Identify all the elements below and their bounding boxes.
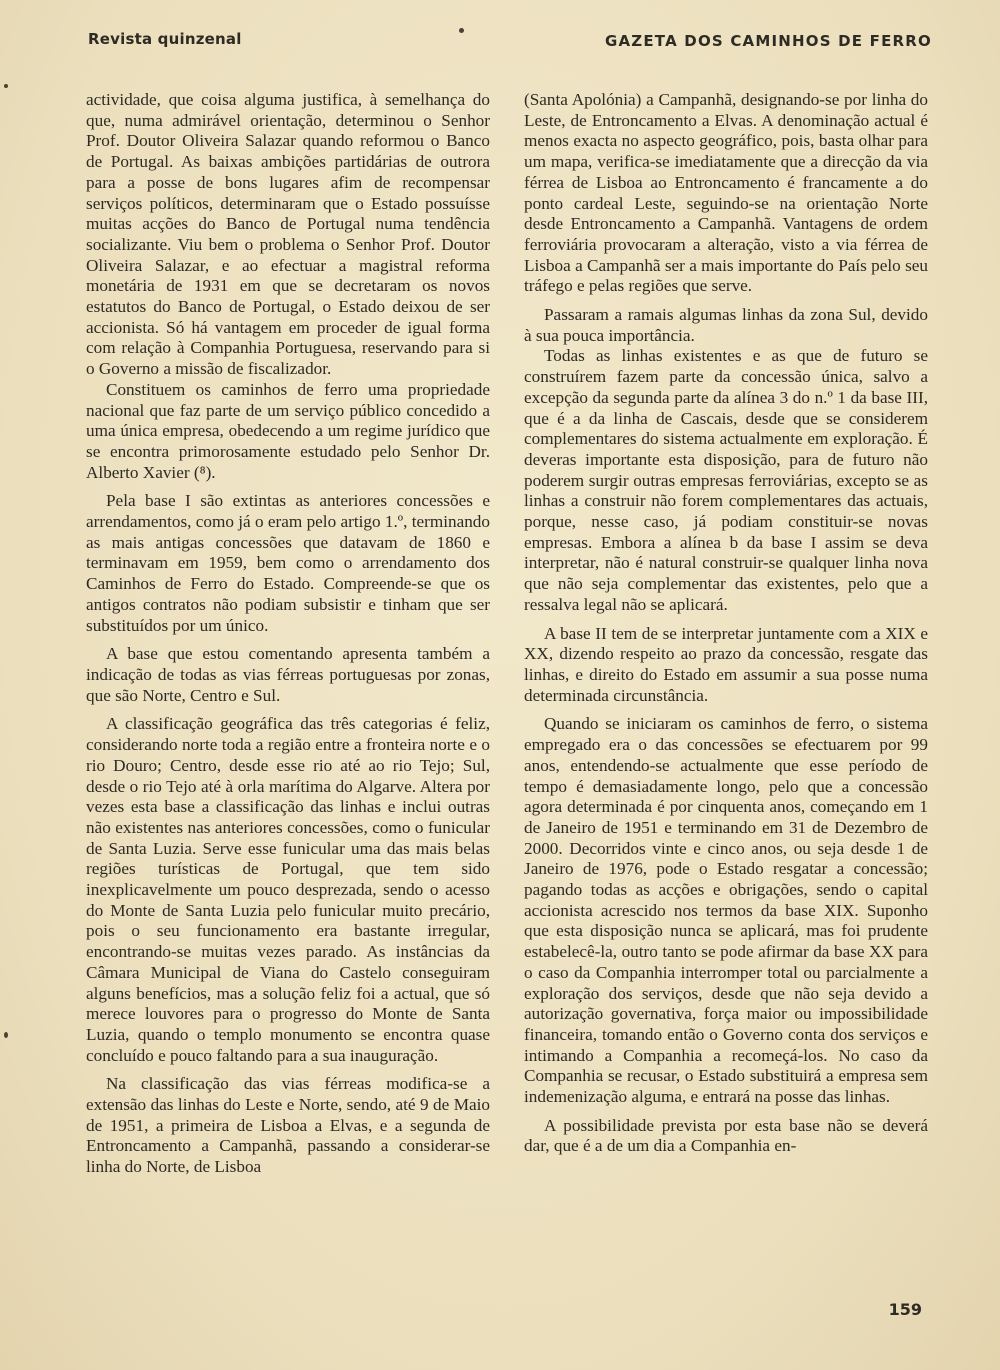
paragraph: A base que estou comentando apresenta também a indicação de todas as vias férreas portuguesas por zonas, que são Norte, Centro e Sul. (86, 644, 490, 705)
paragraph: Pela base I são extintas as anteriores concessões e arrendamentos, como já o eram pelo artigo 1.º, terminando as mais antigas concessões que datavam de 1860 e terminavam em 1959, bem como o arrendamento dos Caminhos de Ferro do Estado. Compreende-se que os antigos contratos não podiam subsistir e tinham que ser substituídos por um único. (86, 491, 490, 635)
running-head-left: Revista quinzenal (88, 30, 242, 48)
paragraph: Todas as linhas existentes e as que de futuro se construírem fazem parte da concessão única, salvo a excepção da segunda parte da alínea 3 do n.º 1 da base III, que é a da linha de Cascais, desde que se considerem complementares do sistema actualmente em exploração. É deveras importante esta disposição, para de futuro não poderem surgir outras empresas ferroviárias, excepto se as linhas a construir não forem complementares das actuais, porque, nesse caso, já podiam constituir-se novas empresas. Embora a alínea b da base I assim se deva interpretar, não é natural construir-se qualquer linha nova que não seja complementar das existentes, pelo que a ressalva legal não se aplicará. (524, 346, 928, 614)
page-number: 159 (888, 1300, 922, 1319)
left-column (86, 90, 490, 1178)
paragraph: Quando se iniciaram os caminhos de ferro, o sistema empregado era o das concessões se efectuarem por 99 anos, entendendo-se actualmente que esse período de tempo é demasiadamente longo, pelo que a concessão agora determinada é por cinquenta anos, começando em 1 de Janeiro de 1951 e terminando em 31 de Dezembro de 2000. Decorridos vinte e cinco anos, ou seja desde 1 de Janeiro de 1976, pode o Estado resgatar a concessão; pagando todas as acções e obrigações, sendo o capital accionista acrescido nos termos da base XIX. Suponho que esta disposição nunca se aplicará, mas foi prudente estabelecê-la, outro tanto se pode afirmar da base XX para o caso da Companhia interromper total ou parcialmente a exploração dos serviços, desde que não seja devido a autorização governativa, força maior ou impossibilidade financeira, tomando então o Governo conta dos serviços e intimando a Companhia a recomeçá-los. No caso da Companhia se recusar, o Estado substituirá a empresa sem indemenização alguma, e entrará na posse das linhas. (524, 714, 928, 1107)
right-column (524, 90, 928, 1157)
paragraph: A base II tem de se interpretar juntamente com a XIX e XX, dizendo respeito ao prazo da concessão, resgate das linhas, e direito do Estado em assumir a sua posse numa determinada circunstância. (524, 623, 928, 705)
paragraph: Constituem os caminhos de ferro uma propriedade nacional que faz parte de um serviço público concedido a uma única empresa, obedecendo a um regime jurídico que se encontra primorosamente estudado pelo Senhor Dr. Alberto Xavier (⁸). (86, 379, 490, 482)
ink-spot (459, 28, 464, 33)
paragraph: Na classificação das vias férreas modifica-se a extensão das linhas do Leste e Norte, sendo, até 9 de Maio de 1951, a primeira de Lisboa a Elvas, e a segunda de Entroncamento a Campanhã, passando a considerar-se linha do Norte, de Lisboa (86, 1074, 490, 1177)
ink-spot (4, 84, 8, 88)
paragraph: actividade, que coisa alguma justifica, à semelhança do que, numa admirável orientação, determinou o Senhor Prof. Doutor Oliveira Salazar quando reformou o Banco de Portugal. As baixas ambições partidárias de outrora para a posse de bons lugares afim de recompensar serviços políticos, determinaram que o Estado possuísse muitas acções do Banco de Portugal numa tendência socializante. Viu bem o problema o Senhor Prof. Doutor Oliveira Salazar, e ao efectuar a magistral reforma monetária de 1931 em que se decretaram os novos estatutos do Banco de Portugal, o Estado deixou de ser accionista. Só há vantagem em proceder de igual forma com relação à Companhia Portuguesa, reservando para si o Governo a missão de fiscalizador. (86, 90, 490, 379)
paragraph: (Santa Apolónia) a Campanhã, designando-se por linha do Leste, de Entroncamento a Elvas. A denominação actual é menos exacta no aspecto geográfico, pois, basta olhar para um mapa, verifica-se imediatamente que a direcção da via férrea de Lisboa ao Entroncamento é francamente a do ponto cardeal Leste, seguindo-se na orientação Norte desde Entroncamento a Campanhã. Vantagens de ordem ferroviária provocaram a alteração, visto a via férrea de Lisboa a Campanhã ser a mais importante do País pelo seu tráfego e pelas regiões que serve. (524, 90, 928, 296)
ink-spot (4, 1032, 8, 1038)
running-head-right: GAZETA DOS CAMINHOS DE FERRO (604, 32, 932, 50)
paragraph: Passaram a ramais algumas linhas da zona Sul, devido à sua pouca importância. (524, 305, 928, 345)
paragraph: A classificação geográfica das três categorias é feliz, considerando norte toda a região entre a fronteira norte e o rio Douro; Centro, desde esse rio até ao rio Tejo; Sul, desde o rio Tejo até à orla marítima do Algarve. Altera por vezes esta base a classificação das linhas e inclui outras não existentes nas anteriores concessões, como o funicular de Santa Luzia. Serve esse funicular uma das mais belas regiões turísticas de Portugal, que tem sido inexplicavelmente um pouco desprezada, sendo o acesso do Monte de Santa Luzia pelo funicular muito precário, pois o seu funcionamento era bastante irregular, encontrando-se muitas vezes parado. As instâncias da Câmara Municipal de Viana do Castelo conseguiram alguns benefícios, mas a solução feliz foi a actual, que só merece louvores para o progresso do Monte de Santa Luzia, quando o templo monumento se encontra quase concluído e pouco faltando para a sua inauguração. (86, 714, 490, 1065)
paragraph: A possibilidade prevista por esta base não se deverá dar, que é a de um dia a Companhia en- (524, 1115, 928, 1156)
